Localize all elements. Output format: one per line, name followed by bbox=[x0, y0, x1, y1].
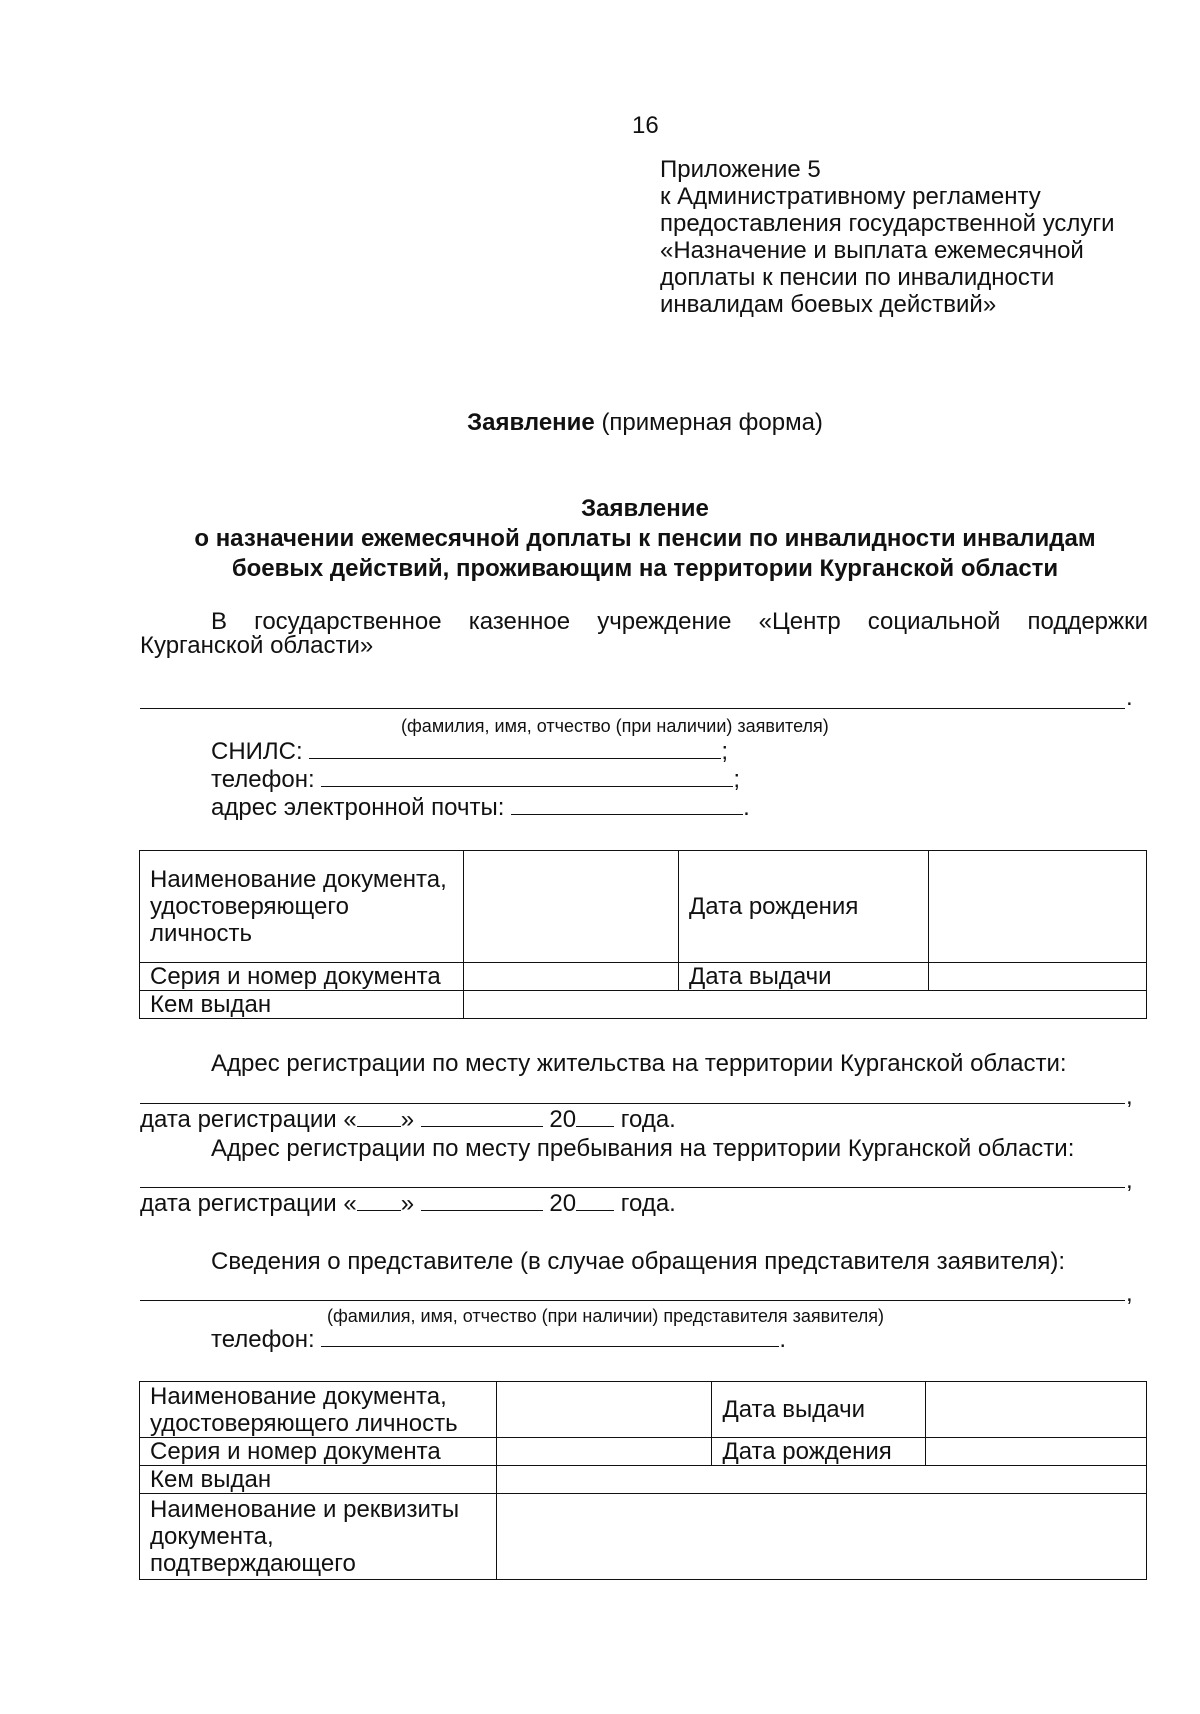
series-number-value[interactable] bbox=[463, 963, 678, 991]
issued-by-label: Кем выдан bbox=[140, 991, 464, 1019]
rep-birth-date-value[interactable] bbox=[926, 1438, 1147, 1466]
rep-issue-date-label: Дата выдачи bbox=[712, 1382, 926, 1438]
table-row bbox=[140, 1438, 1147, 1466]
representative-label: Сведения о представителе (в случае обращения представителя заявителя): bbox=[211, 1248, 1066, 1275]
rep-issue-date-value[interactable] bbox=[926, 1382, 1147, 1438]
addressee-word: В bbox=[211, 608, 228, 635]
phone-label: телефон: bbox=[211, 766, 315, 793]
representative-phone-label: телефон: bbox=[211, 1326, 315, 1353]
rep-doc-name-value[interactable] bbox=[496, 1382, 712, 1438]
appendix-line: предоставления государственной услуги bbox=[660, 210, 1115, 237]
phone-semicolon: ; bbox=[733, 766, 740, 793]
residence-month-field[interactable] bbox=[421, 1106, 543, 1127]
date-mid: » bbox=[400, 1190, 415, 1217]
heading-line: о назначении ежемесячной доплаты к пенсии по инвалидности инвалидам bbox=[194, 525, 1096, 552]
table-row bbox=[140, 1382, 1147, 1438]
applicant-name-end: . bbox=[1126, 684, 1133, 711]
rep-birth-date-label: Дата рождения bbox=[712, 1438, 926, 1466]
residence-day-field[interactable] bbox=[357, 1106, 401, 1127]
email-field[interactable] bbox=[511, 794, 743, 815]
phone-field[interactable] bbox=[321, 766, 733, 787]
doc-name-value[interactable] bbox=[463, 851, 678, 963]
authority-doc-label: Наименование и реквизиты документа, подтверждающего bbox=[140, 1494, 497, 1580]
stay-date-row bbox=[140, 1190, 676, 1218]
residence-year-field[interactable] bbox=[576, 1106, 614, 1127]
residence-comma: , bbox=[1126, 1083, 1133, 1110]
representative-name-caption: (фамилия, имя, отчество (при наличии) представителя заявителя) bbox=[327, 1306, 884, 1326]
representative-name-field[interactable] bbox=[140, 1300, 1125, 1301]
year-suffix: года. bbox=[620, 1190, 676, 1217]
addressee-word: социальной bbox=[867, 608, 1001, 635]
rep-doc-name-label: Наименование документа, удостоверяющего личность bbox=[140, 1382, 497, 1438]
email-label: адрес электронной почты: bbox=[211, 794, 505, 821]
appendix-line: «Назначение и выплата ежемесячной bbox=[660, 237, 1084, 264]
stay-comma: , bbox=[1126, 1167, 1133, 1194]
addressee-word: поддержки bbox=[1027, 608, 1148, 635]
email-row bbox=[211, 794, 750, 822]
stay-year-field[interactable] bbox=[576, 1190, 614, 1211]
rep-series-number-label: Серия и номер документа bbox=[140, 1438, 497, 1466]
appendix-line: доплаты к пенсии по инвалидности bbox=[660, 264, 1055, 291]
addressee-word: казенное bbox=[468, 608, 571, 635]
document-heading bbox=[130, 494, 1160, 584]
snils-row bbox=[211, 738, 728, 766]
table-row bbox=[140, 963, 1147, 991]
stay-label: Адрес регистрации по месту пребывания на территории Курганской области: bbox=[211, 1135, 1075, 1162]
applicant-name-caption: (фамилия, имя, отчество (при наличии) заявителя) bbox=[401, 716, 829, 736]
residence-address-field[interactable] bbox=[140, 1103, 1125, 1104]
rep-issued-by-value[interactable] bbox=[496, 1466, 1146, 1494]
issue-date-label: Дата выдачи bbox=[679, 963, 929, 991]
stay-month-field[interactable] bbox=[421, 1190, 543, 1211]
representative-document-table bbox=[139, 1381, 1147, 1580]
residence-date-row bbox=[140, 1106, 676, 1134]
representative-phone-field[interactable] bbox=[321, 1326, 779, 1347]
page-number: 16 bbox=[632, 112, 659, 139]
date-mid: » bbox=[400, 1106, 415, 1133]
phone-row bbox=[211, 766, 740, 794]
form-caption bbox=[0, 409, 1200, 437]
addressee-line-2: Курганской области» bbox=[140, 632, 374, 659]
email-period: . bbox=[743, 794, 750, 821]
snils-label: СНИЛС: bbox=[211, 738, 303, 765]
snils-semicolon: ; bbox=[721, 738, 729, 765]
addressee-word: государственное bbox=[254, 608, 442, 635]
representative-phone-row bbox=[211, 1326, 786, 1354]
form-caption-bold: Заявление bbox=[467, 409, 595, 436]
addressee-word: учреждение bbox=[597, 608, 732, 635]
stay-day-field[interactable] bbox=[357, 1190, 401, 1211]
year-suffix: года. bbox=[620, 1106, 676, 1133]
identity-document-table bbox=[139, 850, 1147, 1019]
issued-by-value[interactable] bbox=[463, 991, 1146, 1019]
doc-name-label: Наименование документа, удостоверяющего личность bbox=[140, 851, 464, 963]
representative-comma: , bbox=[1126, 1280, 1133, 1307]
series-number-label: Серия и номер документа bbox=[140, 963, 464, 991]
appendix-line: Приложение 5 bbox=[660, 156, 821, 183]
birth-date-label: Дата рождения bbox=[679, 851, 929, 963]
year-prefix: 20 bbox=[549, 1106, 577, 1133]
snils-field[interactable] bbox=[309, 738, 721, 759]
applicant-name-field[interactable] bbox=[140, 708, 1125, 709]
rep-series-number-value[interactable] bbox=[496, 1438, 712, 1466]
date-prefix: дата регистрации « bbox=[140, 1190, 357, 1217]
appendix-line: к Административному регламенту bbox=[660, 183, 1041, 210]
heading-line: Заявление bbox=[581, 495, 709, 522]
stay-address-field[interactable] bbox=[140, 1187, 1125, 1188]
year-prefix: 20 bbox=[549, 1190, 577, 1217]
form-caption-rest: (примерная форма) bbox=[601, 409, 823, 436]
authority-doc-value[interactable] bbox=[496, 1494, 1146, 1580]
table-row bbox=[140, 991, 1147, 1019]
date-prefix: дата регистрации « bbox=[140, 1106, 357, 1133]
representative-phone-period: . bbox=[779, 1326, 786, 1353]
appendix-block bbox=[660, 156, 1115, 318]
rep-issued-by-label: Кем выдан bbox=[140, 1466, 497, 1494]
table-row bbox=[140, 1466, 1147, 1494]
issue-date-value[interactable] bbox=[928, 963, 1146, 991]
appendix-line: инвалидам боевых действий» bbox=[660, 291, 997, 318]
heading-line: боевых действий, проживающим на территории Курганской области bbox=[231, 555, 1059, 582]
residence-label: Адрес регистрации по месту жительства на территории Курганской области: bbox=[211, 1050, 1067, 1077]
table-row bbox=[140, 1494, 1147, 1580]
addressee-word: «Центр bbox=[758, 608, 841, 635]
table-row bbox=[140, 851, 1147, 963]
birth-date-value[interactable] bbox=[928, 851, 1146, 963]
